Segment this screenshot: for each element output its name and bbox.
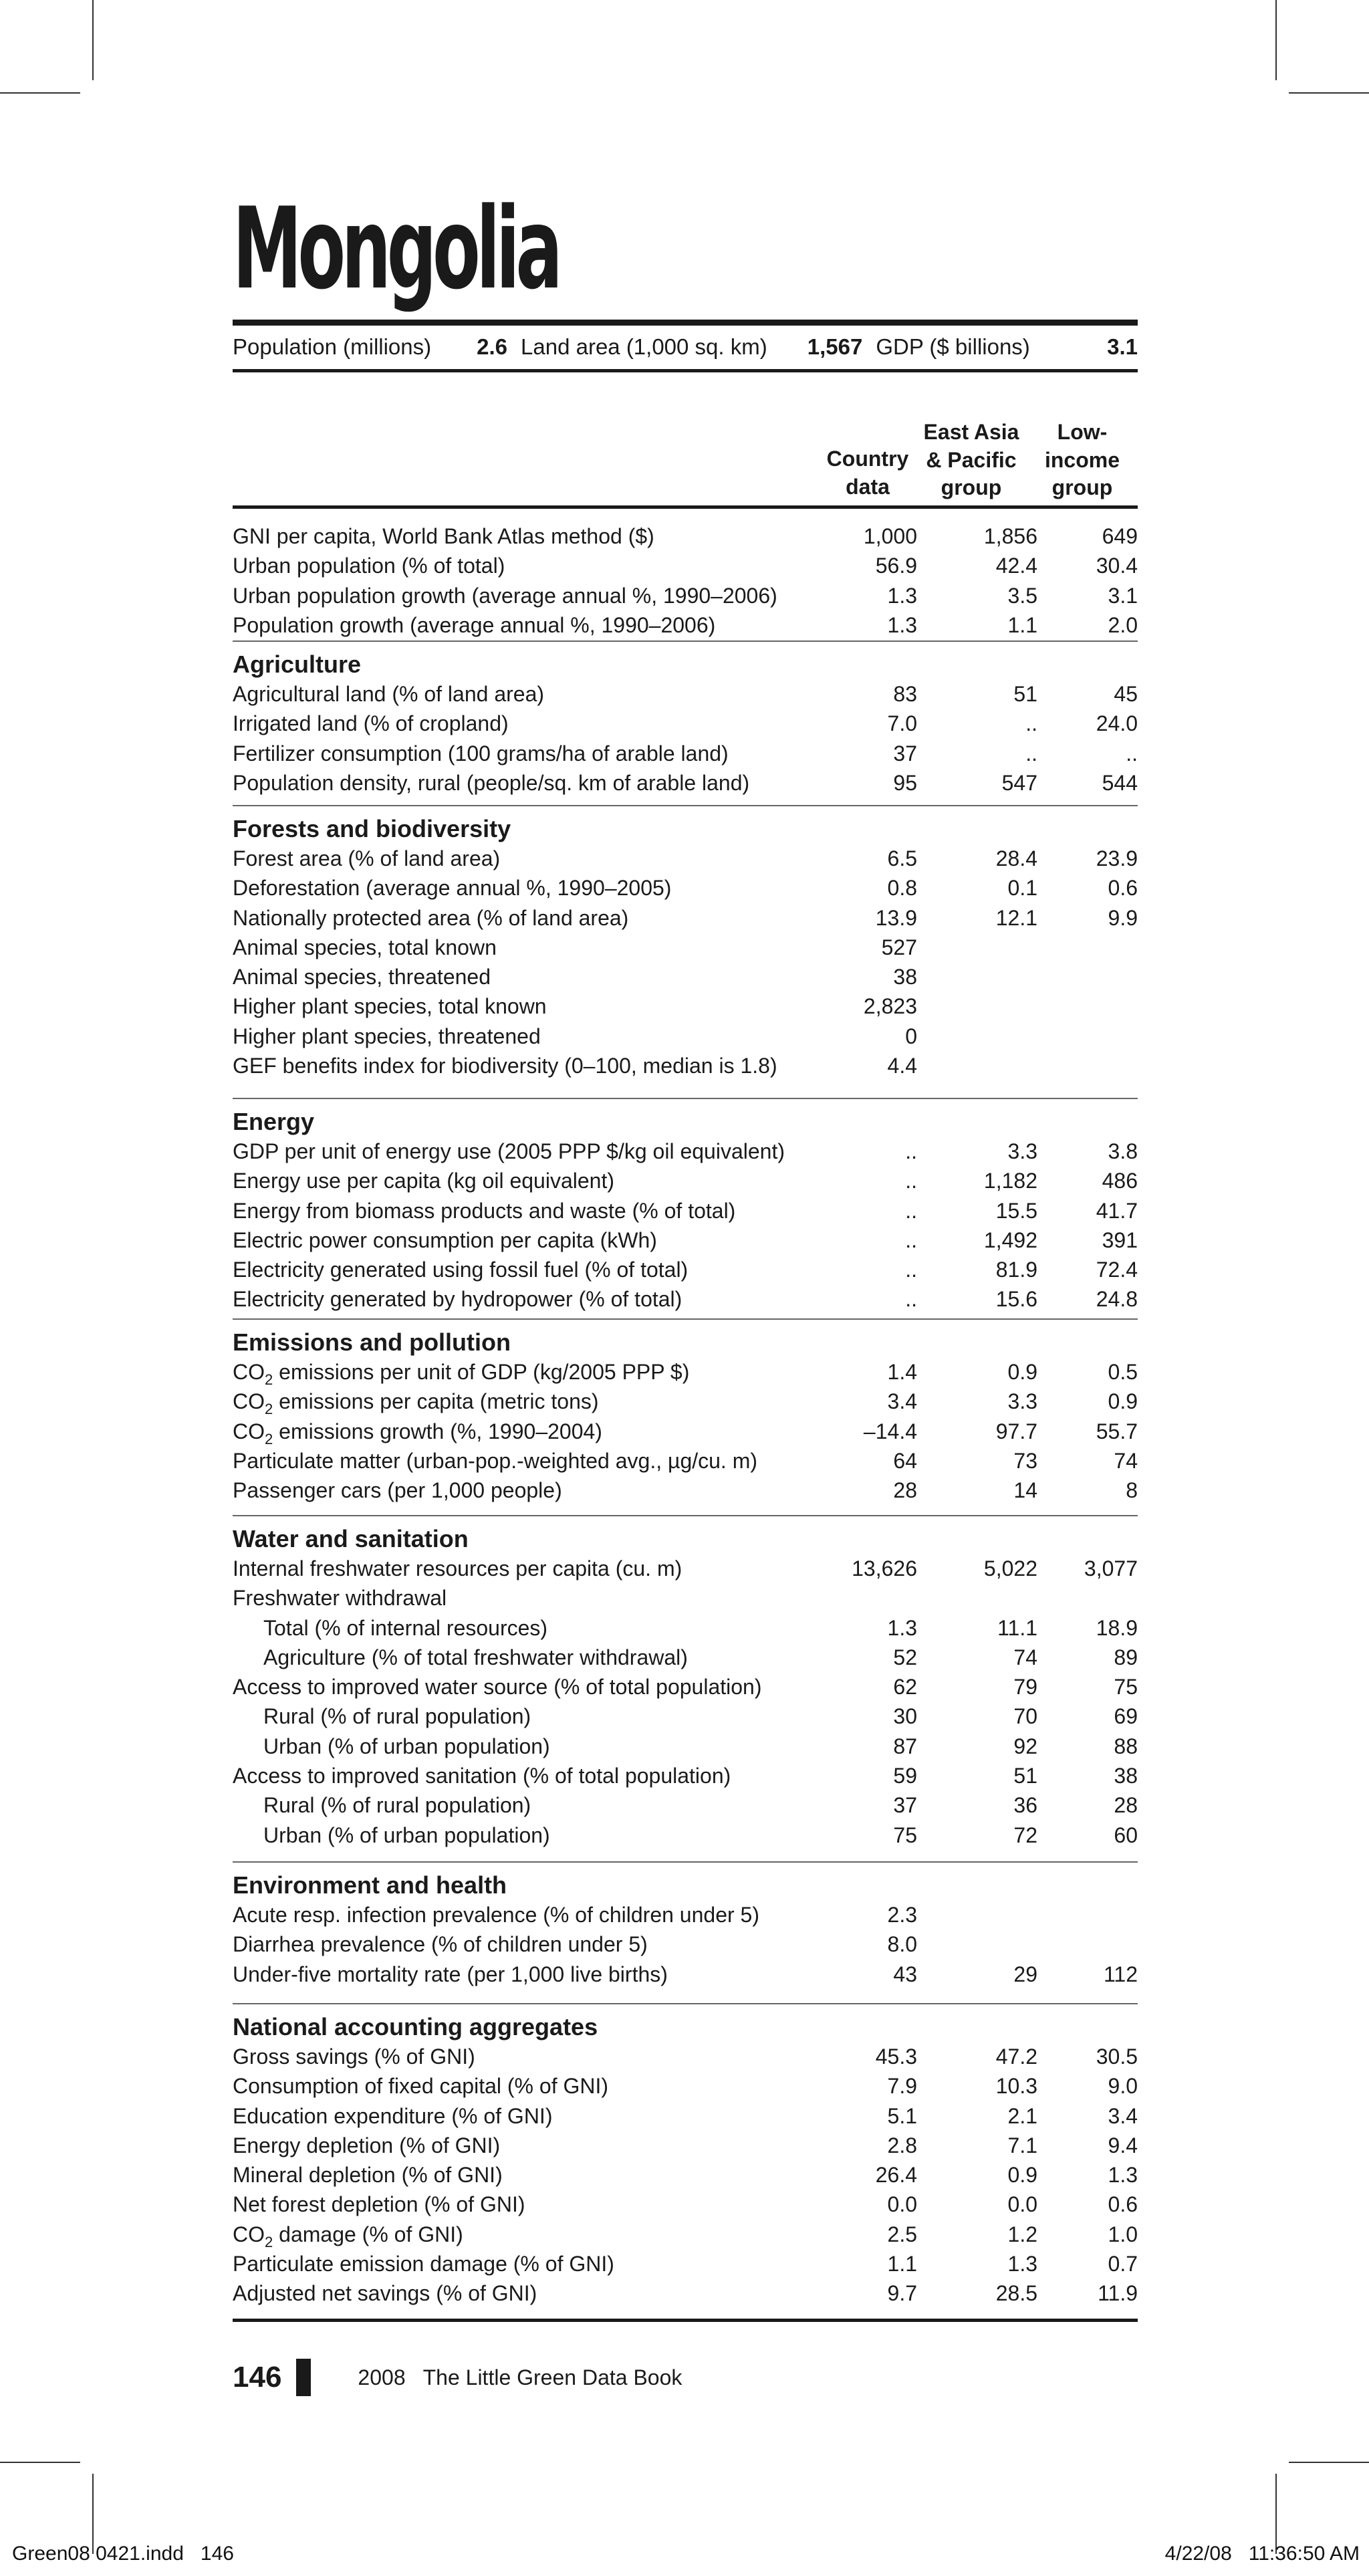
row-label: Energy from biomass products and waste (% of total) <box>233 1198 736 1223</box>
section-title: Forests and biodiversity <box>233 815 511 842</box>
section-title: Agriculture <box>233 651 362 678</box>
table-row <box>233 2071 1138 2101</box>
column-header-income: Low-income group <box>1044 420 1120 500</box>
row-label: Deforestation (average annual %, 1990–2005) <box>233 876 672 901</box>
value-country: 64 <box>893 1448 917 1473</box>
value-income: 544 <box>1102 770 1138 795</box>
value-country: 45.3 <box>875 2044 917 2069</box>
section-title: Energy <box>233 1108 315 1135</box>
value-region: 2.1 <box>1007 2103 1037 2128</box>
row-label: Energy depletion (% of GNI) <box>233 2133 501 2157</box>
value-income: 89 <box>1114 1645 1138 1669</box>
value-country: 2,823 <box>863 994 917 1019</box>
value-income: 18.9 <box>1096 1615 1138 1640</box>
value-income: 391 <box>1102 1227 1138 1252</box>
value-income: 0.6 <box>1108 876 1138 901</box>
table-row <box>233 1900 1138 1929</box>
value-region: 0.1 <box>1007 876 1037 901</box>
value-region: 1.2 <box>1007 2222 1037 2246</box>
row-label: Consumption of fixed capital (% of GNI) <box>233 2074 609 2099</box>
table-row <box>233 1643 1138 1672</box>
value-country: 56.9 <box>875 554 917 578</box>
row-label: GDP per unit of energy use (2005 PPP $/kg oil equivalent) <box>233 1139 785 1163</box>
divider <box>233 1515 1138 1516</box>
value-income: 0.7 <box>1108 2252 1138 2276</box>
value-country: .. <box>905 1258 917 1282</box>
table-row <box>233 2101 1138 2131</box>
value-income: 88 <box>1114 1734 1138 1758</box>
row-label: Animal species, total known <box>233 935 497 959</box>
row-label: Energy use per capita (kg oil equivalent) <box>233 1169 614 1193</box>
row-label: Total (% of internal resources) <box>263 1615 548 1640</box>
table-section <box>233 1524 1138 1850</box>
table-row <box>233 679 1138 709</box>
table-row <box>233 1613 1138 1643</box>
subscript: 2 <box>265 1371 273 1388</box>
value-income: 9.4 <box>1108 2133 1138 2157</box>
row-label-text: emissions per unit of GDP (kg/2005 PPP $) <box>273 1360 690 1384</box>
table-section <box>233 650 1138 798</box>
value-country: .. <box>905 1287 917 1312</box>
value-country: 2.5 <box>887 2222 917 2246</box>
table-row <box>233 991 1138 1021</box>
value-region: 1.3 <box>1007 2252 1037 2276</box>
value-income: 11.9 <box>1098 2281 1138 2306</box>
row-label: Under-five mortality rate (per 1,000 live births) <box>233 1962 668 1986</box>
table-row <box>233 1417 1138 1446</box>
value-country: –14.4 <box>863 1419 917 1443</box>
value-region: 36 <box>1013 1793 1037 1818</box>
table-row <box>233 1166 1138 1195</box>
value-region: 0.9 <box>1007 1360 1037 1384</box>
table-row <box>233 1554 1138 1583</box>
row-label-text: emissions growth (%, 1990–2004) <box>273 1419 602 1443</box>
section-title: Water and sanitation <box>233 1525 469 1552</box>
row-label <box>233 1357 689 1389</box>
row-label: Higher plant species, threatened <box>233 1024 541 1048</box>
row-label: Electric power consumption per capita (kWh) <box>233 1227 657 1252</box>
value-country: 1.3 <box>887 583 917 608</box>
value-income: 9.0 <box>1108 2074 1138 2099</box>
table-row <box>233 521 1138 551</box>
table-row <box>233 873 1138 903</box>
value-country: 1.1 <box>887 2252 917 2276</box>
value-region: 15.6 <box>995 1287 1037 1312</box>
row-label: Mineral depletion (% of GNI) <box>233 2163 503 2188</box>
subscript: 2 <box>265 1401 273 1418</box>
row-label: Electricity generated using fossil fuel (% of total) <box>233 1258 689 1282</box>
value-country: 9.7 <box>887 2281 917 2306</box>
value-country: 8.0 <box>887 1932 917 1957</box>
row-label: Diarrhea prevalence (% of children under 5) <box>233 1932 648 1957</box>
table-row <box>233 2249 1138 2278</box>
value-income: 69 <box>1114 1704 1138 1729</box>
value-income: 8 <box>1126 1478 1138 1503</box>
value-income: 3,077 <box>1084 1556 1138 1580</box>
crop-mark <box>1275 0 1277 80</box>
value-region: 0.0 <box>1007 2192 1037 2217</box>
value-region: 73 <box>1013 1448 1037 1473</box>
value-country: 43 <box>893 1962 917 1986</box>
divider <box>233 320 1138 326</box>
table-row <box>233 1732 1138 1761</box>
row-label: GNI per capita, World Bank Atlas method ($) <box>233 524 654 548</box>
row-label: Urban population (% of total) <box>233 554 505 578</box>
value-region: 74 <box>1013 1645 1037 1669</box>
value-region: 3.3 <box>1007 1389 1037 1414</box>
crop-mark <box>0 2462 80 2463</box>
value-income: 45 <box>1114 682 1138 706</box>
value-income: 72.4 <box>1096 1258 1138 1282</box>
crop-mark <box>1289 92 1369 94</box>
summary-value: 2.6 <box>477 334 508 359</box>
value-region: 79 <box>1013 1675 1037 1700</box>
value-income: 3.4 <box>1108 2103 1138 2128</box>
table-section <box>233 521 1138 640</box>
table-row <box>233 1672 1138 1702</box>
value-country: 30 <box>893 1704 917 1729</box>
row-label: Net forest depletion (% of GNI) <box>233 2192 525 2217</box>
value-country: .. <box>905 1139 917 1163</box>
value-income: 9.9 <box>1108 905 1138 930</box>
summary-label: Population (millions) <box>233 334 432 359</box>
row-label: Agricultural land (% of land area) <box>233 682 545 706</box>
table-row <box>233 1960 1138 1989</box>
section-title: Emissions and pollution <box>233 1328 511 1356</box>
value-country: 2.3 <box>887 1903 917 1927</box>
value-region: 29 <box>1013 1962 1037 1986</box>
row-label: Fertilizer consumption (100 grams/ha of arable land) <box>233 741 729 766</box>
column-header-region: East Asia & Pacific group <box>923 420 1019 500</box>
footer-year: 2008 <box>358 2365 406 2389</box>
table-row <box>233 1051 1138 1080</box>
crop-mark <box>92 2474 94 2554</box>
summary-value: 1,567 <box>807 334 863 359</box>
value-income: 2.0 <box>1108 612 1138 637</box>
row-label: Rural (% of rural population) <box>263 1793 531 1818</box>
value-country: 37 <box>893 1793 917 1818</box>
table-section <box>233 1107 1138 1314</box>
table-row <box>233 610 1138 640</box>
row-label: Population growth (average annual %, 1990–2006) <box>233 612 716 637</box>
value-country: 0 <box>905 1024 917 1048</box>
table-section <box>233 814 1138 1080</box>
print-slug-file: Green08 0421.indd 146 <box>12 2543 234 2565</box>
value-country: .. <box>905 1169 917 1193</box>
value-region: 7.1 <box>1007 2133 1037 2157</box>
value-region: 15.5 <box>995 1198 1037 1223</box>
value-income: 24.0 <box>1096 711 1138 736</box>
page-footer <box>233 2359 682 2396</box>
table-row <box>233 709 1138 738</box>
divider <box>233 640 1138 642</box>
divider <box>233 369 1138 372</box>
value-region: .. <box>1025 741 1037 766</box>
value-income: 30.4 <box>1096 554 1138 578</box>
table-row <box>233 1137 1138 1166</box>
value-country: 7.0 <box>887 711 917 736</box>
value-region: 92 <box>1013 1734 1037 1758</box>
value-region: 3.5 <box>1007 583 1037 608</box>
crop-mark <box>1289 2462 1369 2463</box>
divider <box>233 1861 1138 1863</box>
row-label: Gross savings (% of GNI) <box>233 2044 475 2069</box>
value-income: 1.0 <box>1108 2222 1138 2246</box>
table-section <box>233 2012 1138 2309</box>
divider <box>233 2319 1138 2322</box>
value-region: 14 <box>1013 1478 1037 1503</box>
value-region: 81.9 <box>995 1258 1037 1282</box>
value-region: 547 <box>1001 770 1037 795</box>
value-country: 52 <box>893 1645 917 1669</box>
value-country: 0.8 <box>887 876 917 901</box>
table-row <box>233 768 1138 798</box>
row-label-text: CO <box>233 1360 265 1384</box>
table-row <box>233 1821 1138 1850</box>
row-label: Access to improved sanitation (% of total population) <box>233 1764 731 1788</box>
value-income: 3.1 <box>1108 583 1138 608</box>
value-income: 1.3 <box>1108 2163 1138 2188</box>
row-label: Irrigated land (% of cropland) <box>233 711 509 736</box>
row-label: Urban (% of urban population) <box>263 1823 550 1847</box>
row-label: Animal species, threatened <box>233 965 491 989</box>
table-row <box>233 1476 1138 1505</box>
table-section <box>233 1871 1138 1989</box>
value-country: 1.3 <box>887 1615 917 1640</box>
summary-label: Land area (1,000 sq. km) <box>521 334 767 359</box>
value-income: 112 <box>1103 1962 1138 1986</box>
value-income: 74 <box>1114 1448 1138 1473</box>
value-income: 23.9 <box>1096 846 1138 870</box>
row-label: Population density, rural (people/sq. km of arable land) <box>233 770 750 795</box>
value-country: 5.1 <box>887 2103 917 2128</box>
row-label: Passenger cars (per 1,000 people) <box>233 1478 562 1503</box>
value-income: 24.8 <box>1096 1287 1138 1312</box>
value-income: 55.7 <box>1096 1419 1138 1443</box>
value-region: 12.1 <box>995 905 1037 930</box>
value-income: 28 <box>1114 1793 1138 1818</box>
table-row <box>233 2042 1138 2071</box>
row-label-text: damage (% of GNI) <box>273 2222 463 2246</box>
value-country: 1.4 <box>887 1360 917 1384</box>
table-row <box>233 1387 1138 1416</box>
table-row <box>233 1702 1138 1731</box>
value-country: .. <box>905 1227 917 1252</box>
row-label-text: CO <box>233 1389 265 1414</box>
value-region: 28.4 <box>995 846 1037 870</box>
section-title: National accounting aggregates <box>233 2013 598 2040</box>
page-marker <box>296 2359 311 2396</box>
value-country: 13,626 <box>852 1556 917 1580</box>
row-label: Forest area (% of land area) <box>233 846 501 870</box>
table-row <box>233 1255 1138 1284</box>
summary-label: GDP ($ billions) <box>876 334 1030 359</box>
table-row <box>233 1583 1138 1613</box>
row-label: Rural (% of rural population) <box>263 1704 531 1729</box>
value-country: 13.9 <box>875 905 917 930</box>
crop-mark <box>0 92 80 94</box>
value-region: .. <box>1025 711 1037 736</box>
value-country: 26.4 <box>875 2163 917 2188</box>
row-label: Electricity generated by hydropower (% of total) <box>233 1287 682 1312</box>
value-country: 4.4 <box>887 1054 917 1078</box>
divider <box>233 805 1138 806</box>
table-row <box>233 1761 1138 1790</box>
value-country: 75 <box>893 1823 917 1847</box>
value-country: 95 <box>893 770 917 795</box>
row-label: Nationally protected area (% of land area) <box>233 905 629 930</box>
column-header-country: Country data <box>826 447 909 499</box>
value-region: 51 <box>1013 1764 1037 1788</box>
value-income: 75 <box>1114 1675 1138 1700</box>
divider <box>233 1318 1138 1320</box>
table-row <box>233 551 1138 580</box>
table-row <box>233 1022 1138 1051</box>
divider <box>233 2003 1138 2004</box>
table-row <box>233 1929 1138 1959</box>
table-row <box>233 1446 1138 1476</box>
row-label <box>233 1387 599 1419</box>
value-region: 51 <box>1013 682 1037 706</box>
value-country: 1.3 <box>887 612 917 637</box>
value-income: 3.8 <box>1108 1139 1138 1163</box>
print-slug-timestamp: 4/22/08 11:36:50 AM <box>1164 2543 1360 2565</box>
value-country: 62 <box>893 1675 917 1700</box>
value-country: 87 <box>893 1734 917 1758</box>
value-country: 1,000 <box>863 524 917 548</box>
value-country: 59 <box>893 1764 917 1788</box>
table-row <box>233 962 1138 991</box>
value-income: 649 <box>1102 524 1138 548</box>
crop-mark <box>1275 2474 1277 2554</box>
value-region: 1,856 <box>983 524 1037 548</box>
table-row <box>233 903 1138 933</box>
value-region: 0.9 <box>1007 2163 1037 2188</box>
value-income: 38 <box>1114 1764 1138 1788</box>
value-region: 1,492 <box>983 1227 1037 1252</box>
row-label: GEF benefits index for biodiversity (0–100, median is 1.8) <box>233 1054 777 1078</box>
row-label: Internal freshwater resources per capita (cu. m) <box>233 1556 682 1580</box>
value-region: 11.1 <box>997 1615 1037 1640</box>
table-row <box>233 2160 1138 2190</box>
row-label: Education expenditure (% of GNI) <box>233 2103 553 2128</box>
value-region: 47.2 <box>995 2044 1037 2069</box>
value-country: 3.4 <box>887 1389 917 1414</box>
table-row <box>233 1225 1138 1255</box>
table-row <box>233 739 1138 768</box>
value-income: .. <box>1126 741 1138 766</box>
table-row <box>233 2190 1138 2219</box>
value-country: 38 <box>893 965 917 989</box>
table-row <box>233 1790 1138 1820</box>
value-income: 0.9 <box>1108 1389 1138 1414</box>
value-country: 2.8 <box>887 2133 917 2157</box>
table-row <box>233 1284 1138 1314</box>
value-country: 6.5 <box>887 846 917 870</box>
divider <box>233 505 1138 509</box>
value-country: 83 <box>893 682 917 706</box>
table-row <box>233 2278 1138 2308</box>
value-region: 28.5 <box>995 2281 1037 2306</box>
value-region: 5,022 <box>983 1556 1037 1580</box>
row-label: Adjusted net savings (% of GNI) <box>233 2281 537 2306</box>
value-region: 42.4 <box>995 554 1037 578</box>
row-label: Urban population growth (average annual %, 1990–2006) <box>233 583 777 608</box>
value-region: 1,182 <box>983 1169 1037 1193</box>
table-row <box>233 933 1138 962</box>
row-label <box>233 1417 602 1449</box>
row-label: Higher plant species, total known <box>233 994 547 1019</box>
row-label-text: CO <box>233 1419 265 1443</box>
subscript: 2 <box>265 1430 273 1447</box>
table-row <box>233 1357 1138 1387</box>
value-region: 70 <box>1013 1704 1037 1729</box>
row-label: Particulate emission damage (% of GNI) <box>233 2252 614 2276</box>
table-row <box>233 1196 1138 1225</box>
row-label: Agriculture (% of total freshwater withdrawal) <box>263 1645 688 1669</box>
row-label: Urban (% of urban population) <box>263 1734 550 1758</box>
table-row <box>233 581 1138 610</box>
row-label-text: emissions per capita (metric tons) <box>273 1389 599 1414</box>
value-income: 41.7 <box>1096 1198 1138 1223</box>
value-region: 1.1 <box>1007 612 1037 637</box>
divider <box>233 1098 1138 1099</box>
value-region: 10.3 <box>995 2074 1037 2099</box>
value-region: 97.7 <box>995 1419 1037 1443</box>
row-label: Particulate matter (urban-pop.-weighted avg., µg/cu. m) <box>233 1448 758 1473</box>
summary-value: 3.1 <box>1107 334 1138 359</box>
value-country: 7.9 <box>887 2074 917 2099</box>
table-section <box>233 1328 1138 1505</box>
row-label-text: CO <box>233 2222 265 2246</box>
value-country: 28 <box>893 1478 917 1503</box>
page-title: Mongolia <box>233 183 559 314</box>
page-number: 146 <box>233 2361 282 2393</box>
value-income: 0.6 <box>1108 2192 1138 2217</box>
table-row <box>233 844 1138 873</box>
value-region: 3.3 <box>1007 1139 1037 1163</box>
value-income: 0.5 <box>1108 1360 1138 1384</box>
value-country: 37 <box>893 741 917 766</box>
value-country: 527 <box>881 935 917 959</box>
value-country: 0.0 <box>887 2192 917 2217</box>
table-row <box>233 2220 1138 2249</box>
section-title: Environment and health <box>233 1871 507 1899</box>
value-country: .. <box>905 1198 917 1223</box>
value-income: 60 <box>1114 1823 1138 1847</box>
subscript: 2 <box>265 2233 273 2250</box>
value-income: 30.5 <box>1096 2044 1138 2069</box>
value-region: 72 <box>1013 1823 1037 1847</box>
summary-line <box>233 334 1138 360</box>
footer-book-title: The Little Green Data Book <box>422 2365 682 2389</box>
crop-mark <box>92 0 94 80</box>
row-label: Freshwater withdrawal <box>233 1586 447 1611</box>
table-row <box>233 2131 1138 2160</box>
row-label: Acute resp. infection prevalence (% of children under 5) <box>233 1903 759 1927</box>
row-label <box>233 2220 463 2252</box>
row-label: Access to improved water source (% of total population) <box>233 1675 762 1700</box>
value-income: 486 <box>1102 1169 1138 1193</box>
